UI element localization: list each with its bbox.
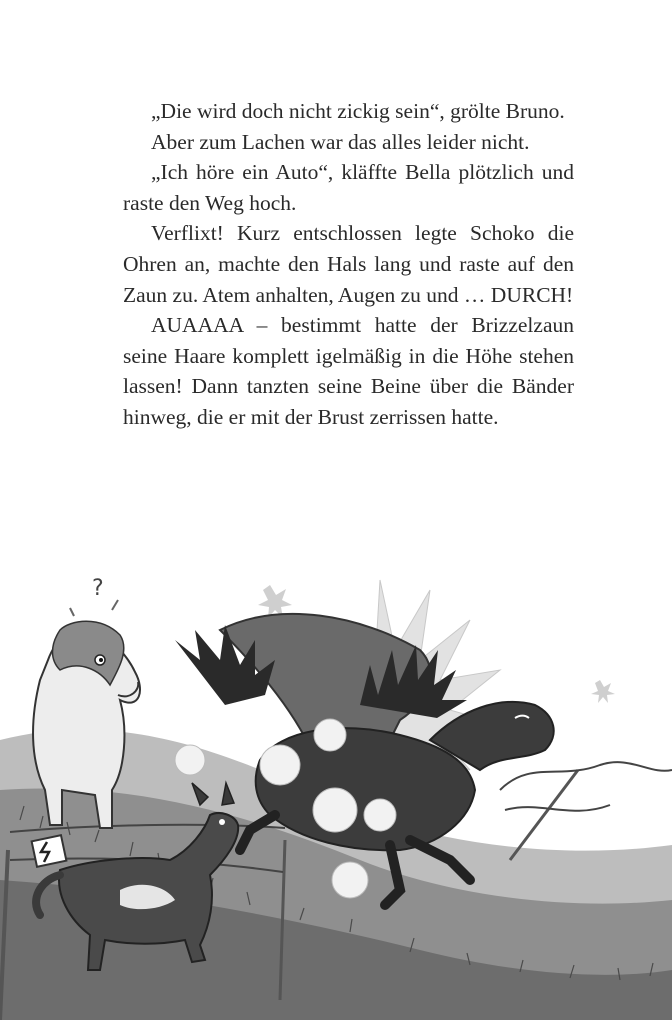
- paragraph-auaaaa: AUAAAA – bestimmt hatte der Brizzelzaun seine Haare komplett igelmäßig in die Höhe stehen lassen! Dann tanzten seine Beine über die Bänder hinweg, die er mit der Brust zerrissen hatte.: [123, 313, 574, 429]
- paragraph-bruno: „Die wird doch nicht zickig sein“, grölte Bruno.: [151, 99, 565, 123]
- question-mark: ?: [92, 576, 104, 601]
- story-illustration: [0, 560, 672, 1020]
- paragraph-verflixt: Verflixt! Kurz entschlossen legte Schoko die Ohren an, machte den Hals lang und raste auf den Zaun zu. Atem anhalten, Augen zu und … DURCH!: [123, 221, 574, 307]
- paragraph-lachen: Aber zum Lachen war das alles leider nicht.: [151, 129, 530, 154]
- story-text: [123, 96, 574, 433]
- paragraph-auto: „Ich höre ein Auto“, kläffte Bella plötzlich und raste den Weg hoch.: [123, 160, 574, 215]
- warning-sign-icon: [32, 835, 67, 867]
